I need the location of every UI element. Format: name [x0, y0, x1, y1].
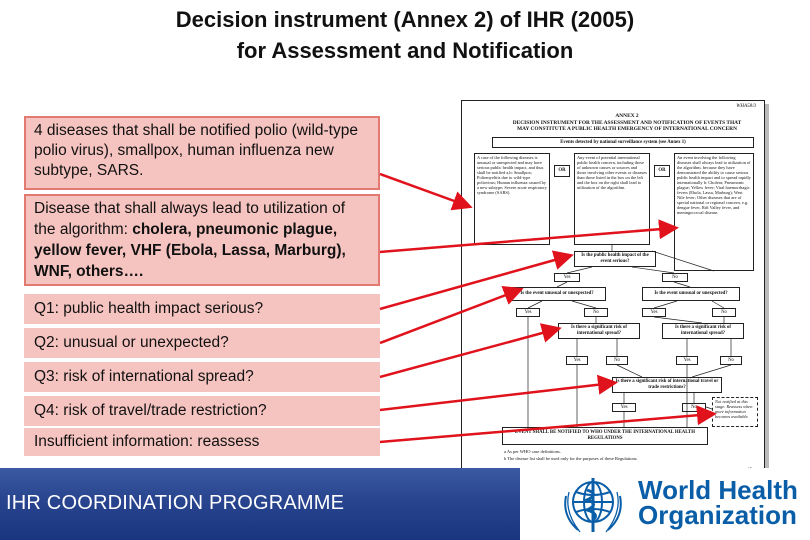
document-annex-label: ANNEX 2 — [615, 113, 639, 119]
title-line-1: Decision instrument (Annex 2) of IHR (2005) — [175, 7, 635, 32]
question-2-text: Q2: unusual or unexpected? — [34, 334, 229, 351]
footer-band — [0, 468, 520, 540]
notified-diseases-box — [24, 116, 380, 190]
flowchart-connectors — [462, 101, 764, 491]
who-wordmark-line-1: World Health — [638, 475, 798, 505]
not-notified-box: Not notified at this stage. Reassess when more information becomes available. — [712, 397, 758, 427]
notified-diseases-text: 4 diseases that shall be notified polio (wild-type polio virus), smallpox, human influenza new subtype, — [34, 122, 358, 179]
or-label-left: OR — [554, 165, 570, 177]
spread-left-no: No — [606, 356, 628, 365]
slide-title — [0, 4, 810, 66]
restriction-no: No — [682, 403, 706, 412]
question-1-text: Q1: public health impact serious? — [34, 300, 264, 317]
question-4-box — [24, 396, 380, 426]
notified-diseases-sars: SARS — [96, 162, 140, 179]
spread-right-yes: Yes — [676, 356, 698, 365]
restriction-question: Is there a significant risk of international travel or trade restrictions? — [612, 377, 722, 393]
document-number: WHA58/3 — [736, 104, 756, 109]
impact-no: No — [662, 273, 688, 282]
events-detected-box: Events detected by national surveillance system (see Annex 1) — [492, 137, 754, 148]
unusual-question-right: Is the event unusual or unexpected? — [642, 287, 740, 301]
notifiable-diseases-column: A case of the following diseases is unusual or unexpected and may have serious public health impact, and thus shall be notified a,b: Smallpox; Poliomyelitis due to wild-type poliovirus; Human influenza caused by a new subtype; Severe acute respiratory syndrome (SARS). — [474, 153, 550, 245]
who-emblem-icon — [560, 472, 626, 538]
who-wordmark — [638, 475, 798, 530]
restriction-yes: Yes — [612, 403, 636, 412]
unusual-right-yes: Yes — [642, 308, 666, 317]
footer-programme-label: IHR COORDINATION PROGRAMME — [6, 492, 345, 514]
question-1-box — [24, 294, 380, 324]
unusual-right-no: No — [712, 308, 736, 317]
algorithm-diseases-text: Disease that shall always lead to utilization of the algorithm: — [34, 200, 346, 238]
algorithm-diseases-box — [24, 194, 380, 286]
question-4-text: Q4: risk of travel/trade restriction? — [34, 402, 267, 419]
spread-left-yes: Yes — [566, 356, 588, 365]
notified-diseases-end: . — [139, 162, 144, 179]
question-2-box — [24, 328, 380, 358]
question-3-text: Q3: risk of international spread? — [34, 368, 254, 385]
algorithm-diseases-list: cholera, pneumonic plague, yellow fever, VHF (Ebola, Lassa, Marburg), WNF, others…. — [34, 221, 346, 280]
impact-yes: Yes — [554, 273, 580, 282]
arrow-notified-diseases — [380, 174, 468, 206]
potential-concern-column: Any event of potential international public health concern, including those of unknown causes or sources and those involving other events or diseases than those listed in the box on the left and the box on the right shall lead to utilization of the algorithm. — [574, 153, 650, 245]
footnote-a: a As per WHO case definitions. — [504, 449, 561, 454]
insufficient-info-box — [24, 428, 380, 456]
question-3-box — [24, 362, 380, 392]
event-notify-box: EVENT SHALL BE NOTIFIED TO WHO UNDER THE INTERNATIONAL HEALTH REGULATIONS — [502, 427, 708, 445]
unusual-question-left: Is the event unusual or unexpected? — [508, 287, 606, 301]
serious-impact-question: Is the public health impact of the event serious? — [574, 251, 656, 267]
spread-right-no: No — [720, 356, 742, 365]
unusual-left-yes: Yes — [516, 308, 540, 317]
document-header-line-3: MAY CONSTITUTE A PUBLIC HEALTH EMERGENCY OF INTERNATIONAL CONCERN — [517, 126, 737, 132]
who-wordmark-line-2: Organization — [638, 500, 797, 530]
spread-question-right: Is there a significant risk of international spread? — [662, 323, 744, 339]
insufficient-info-text: Insufficient information: reassess — [34, 433, 260, 450]
title-line-2: for Assessment and Notification — [236, 38, 574, 63]
spread-question-left: Is there a significant risk of international spread? — [558, 323, 640, 339]
document-header-line-2: DECISION INSTRUMENT FOR THE ASSESSMENT AND NOTIFICATION OF EVENTS THAT — [512, 119, 742, 126]
algorithm-diseases-column: An event involving the following diseases shall always lead to utilization of the algorithm, because they have demonstrated the ability to cause serious public health impact and to spread rapidly internationally b: Cholera; Pneumonic plague; Yellow fever; Viral haemorrhagic fevers (Ebola, Lassa, Marburg); West Nile fever; Other diseases that are of special national or regional concern, e.g. dengue fever, Rift Valley fever, and meningococcal disease. — [674, 153, 754, 271]
unusual-left-no: No — [584, 308, 608, 317]
footnote-b: b The disease list shall be used only for the purposes of these Regulations. — [504, 456, 638, 461]
or-label-right: OR — [654, 165, 670, 177]
annex-2-document — [461, 100, 765, 492]
